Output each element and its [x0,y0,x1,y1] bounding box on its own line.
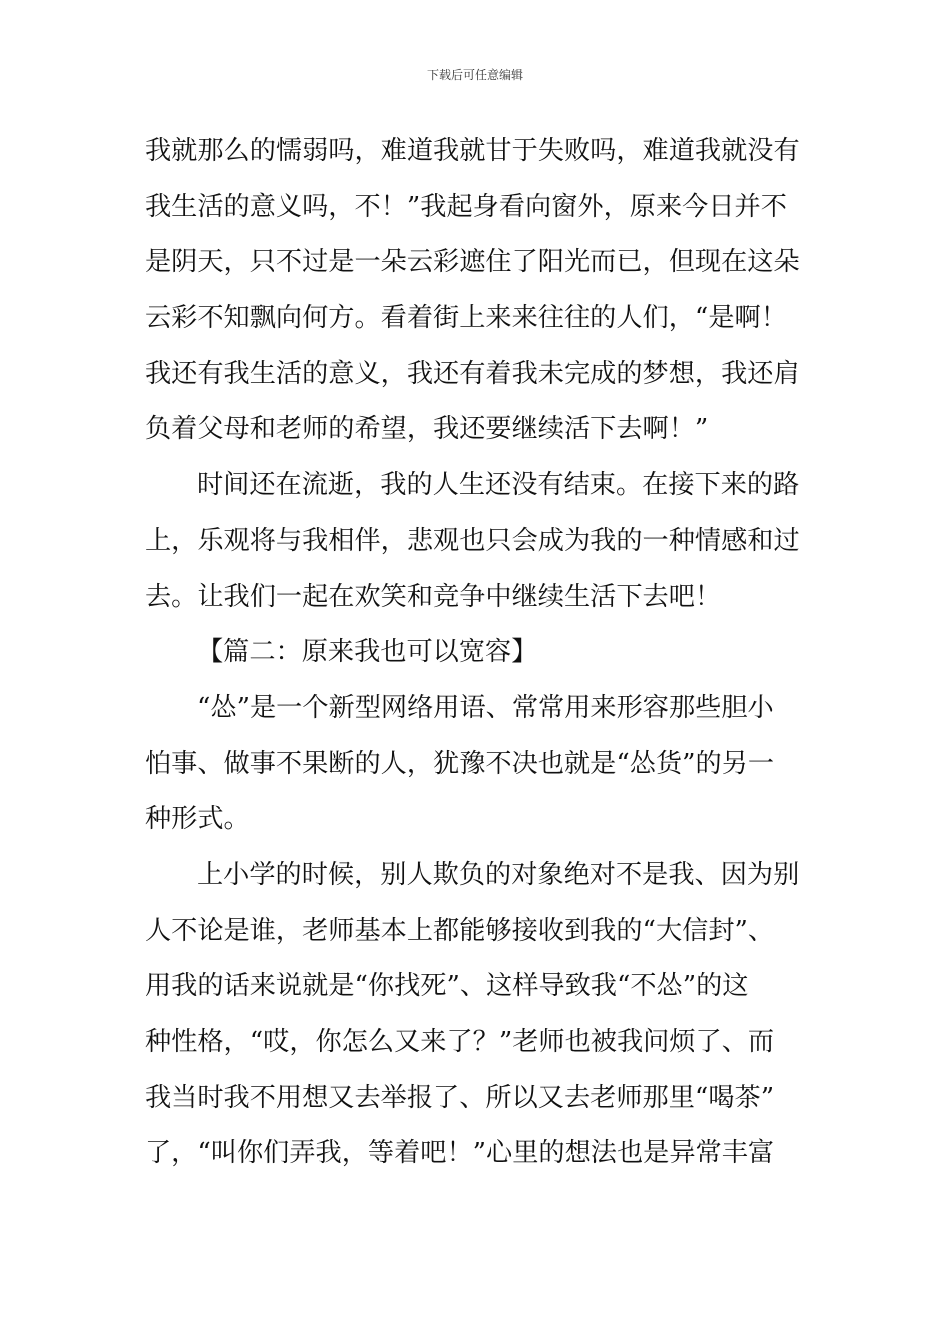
text-line: 我当时我不用想又去举报了、所以又去老师那里“喝茶” [145,1082,775,1113]
text-line: 【篇二：原来我也可以宽容】 [197,637,538,668]
text-line: 时间还在流逝，我的人生还没有结束。在接下来的路 [197,470,800,501]
text-line: 我还有我生活的意义，我还有着我未完成的梦想，我还肩 [145,358,800,389]
text-line: 人不论是谁，老师基本上都能够接收到我的“大信封”、 [145,915,775,946]
body-text [145,124,810,1182]
text-line: 用我的话来说就是“你找死”、这样导致我“不怂”的这 [145,971,749,1002]
text-line: 种性格，“哎，你怎么又来了？”老师也被我问烦了、而 [145,1027,775,1057]
text-line: 怕事、做事不果断的人，犹豫不决也就是“怂货”的另一 [145,748,775,779]
text-line: 我生活的意义吗，不！”我起身看向窗外，原来今日并不 [145,191,787,222]
page-header-note: 下载后可任意编辑 [426,68,523,82]
text-line: 上，乐观将与我相伴，悲观也只会成为我的一种情感和过 [145,525,800,556]
text-line: 我就那么的懦弱吗，难道我就甘于失败吗，难道我就没有 [145,136,800,166]
text-line: 云彩不知飘向何方。看着街上来来往往的人们，“是啊！ [145,303,787,334]
text-line: “怂”是一个新型网络用语、常常用来形容那些胆小 [197,692,774,723]
text-line: 了，“叫你们弄我，等着吧！”心里的想法也是异常丰富 [145,1138,775,1169]
text-line: 上小学的时候，别人欺负的对象绝对不是我、因为别 [197,859,800,890]
text-line: 去。让我们一起在欢笑和竞争中继续生活下去吧！ [145,581,722,612]
text-line: 种形式。 [145,804,250,835]
text-line: 是阴天，只不过是一朵云彩遮住了阳光而已，但现在这朵 [145,247,800,278]
text-line: 负着父母和老师的希望，我还要继续活下去啊！” [145,414,709,445]
